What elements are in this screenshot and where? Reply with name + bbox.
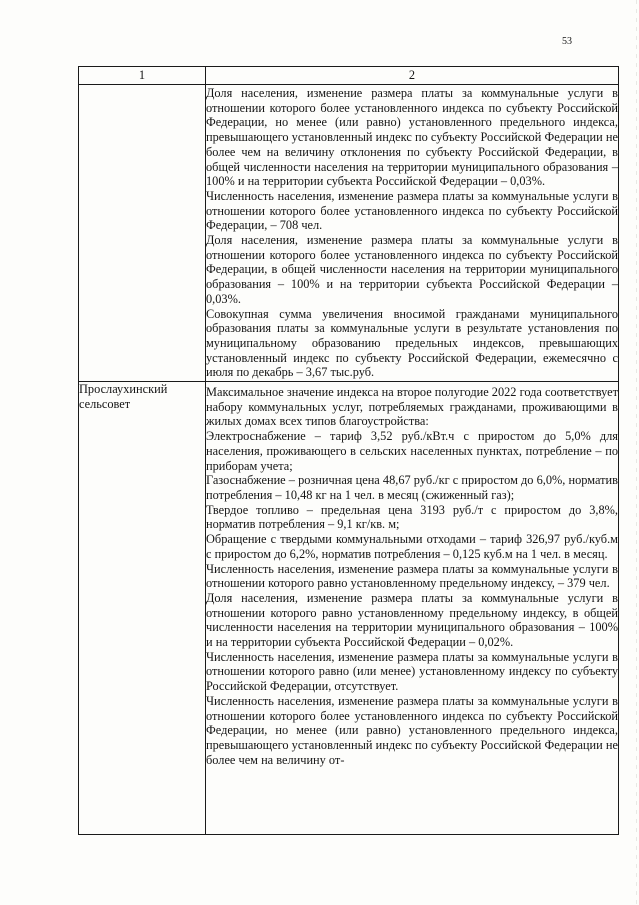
region-cell: Прослаухинский сельсовет	[79, 382, 206, 835]
paragraph: Газоснабжение – розничная цена 48,67 руб./кг с приростом до 6,0%, норматив потребления – 10,48 кг на 1 чел. в месяц (сжиженный газ);	[206, 473, 618, 502]
table-row	[79, 85, 619, 382]
paragraph: Электроснабжение – тариф 3,52 руб./кВт.ч с приростом до 5,0% для населения, проживающего в сельских населенных пунктах, потребление – по приборам учета;	[206, 429, 618, 473]
paragraph: Обращение с твердыми коммунальными отходами – тариф 326,97 руб./куб.м с приростом до 6,2%, норматив потребления – 0,125 куб.м на 1 чел. в месяц.	[206, 532, 618, 561]
page-number: 53	[562, 36, 572, 47]
document-table	[78, 66, 619, 835]
table-row	[79, 382, 619, 835]
table-header-row	[79, 67, 619, 85]
paragraph: Доля населения, изменение размера платы за коммунальные услуги в отношении которого равно установленному предельному индексу, в общей численности населения на территории муниципального образования – 100% и на территории субъекта Российской Федерации – 0,02%.	[206, 590, 618, 650]
paragraph: Доля населения, изменение размера платы за коммунальные услуги в отношении которого более установленного индекса по субъекту Российской Федерации, но менее (или равно) установленного предельного индекса, превышающего установленный индекс по субъекту Российской Федерации не более чем на величину отклонения по субъекту Российской Федерации, в общей численности населения на территории муниципального образования – 100% и на территории субъекта Российской Федерации – 0,03%.	[206, 86, 618, 189]
paragraph: Совокупная сумма увеличения вносимой гражданами муниципального образования платы за коммунальные услуги в результате установления по муниципальному образованию предельных индексов, превышающих установленный индекс по субъекту Российской Федерации, ежемесячно с июля по декабрь – 3,67 тыс.руб.	[206, 306, 618, 380]
paragraph: Доля населения, изменение размера платы за коммунальные услуги в отношении которого более установленного индекса по субъекту Российской Федерации, в общей численности населения на территории муниципального образования – 100% и на территории субъекта Российской Федерации – 0,03%.	[206, 233, 618, 306]
paragraph: Численность населения, изменение размера платы за коммунальные услуги в отношении которого более установленного индекса по субъекту Российской Федерации, но менее (или равно) установленного предельного индекса, превышающего установленный индекс по субъекту Российской Федерации не более чем на величину от-	[206, 693, 618, 767]
column-header-1: 1	[79, 67, 206, 85]
paragraph: Твердое топливо – предельная цена 3193 руб./т с приростом до 3,8%, норматив потребления – 9,1 кг/кв. м;	[206, 502, 618, 532]
column-header-2: 2	[206, 67, 619, 85]
paragraph: Численность населения, изменение размера платы за коммунальные услуги в отношении которого более установленного индекса по субъекту Российской Федерации, – 708 чел.	[206, 188, 618, 233]
region-cell	[79, 85, 206, 382]
paragraph: Численность населения, изменение размера платы за коммунальные услуги в отношении которого равно (или менее) установленному индексу по субъекту Российской Федерации, отсутствует.	[206, 649, 618, 694]
paragraph: Численность населения, изменение размера платы за коммунальные услуги в отношении которого равно установленному предельному индексу, – 379 чел.	[206, 561, 618, 591]
content-cell	[206, 85, 619, 382]
paragraph: Максимальное значение индекса на второе полугодие 2022 года соответствует набору коммунальных услуг, потребляемых гражданами, проживающими в жилых домах всех типов благоустройства:	[206, 385, 618, 429]
content-cell	[206, 382, 619, 835]
scan-edge	[636, 0, 637, 905]
